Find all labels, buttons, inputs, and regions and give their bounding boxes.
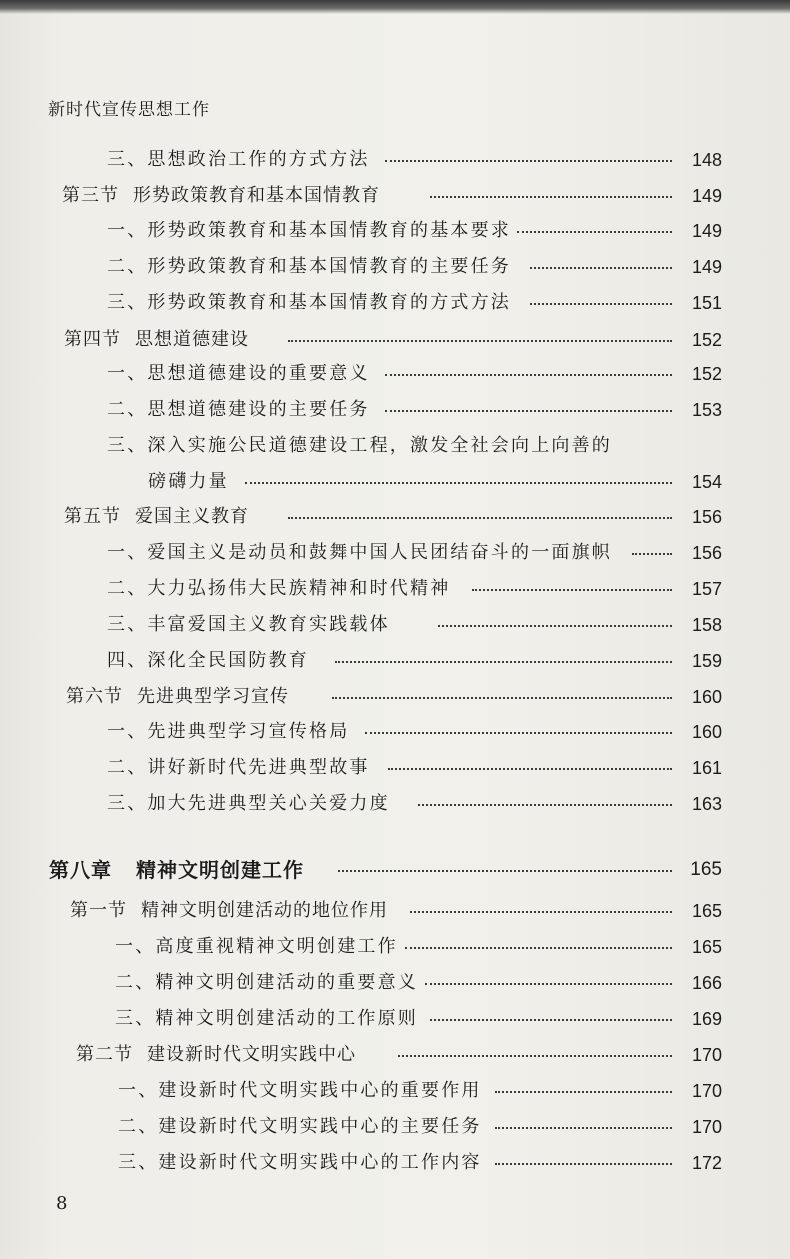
- dot-leader: [338, 870, 672, 872]
- section-label: 爱国主义教育: [135, 506, 249, 527]
- toc-label: 三、形势政策教育和基本国情教育的方式方法: [107, 292, 511, 313]
- toc-label: 一、思想道德建设的重要意义: [107, 363, 370, 384]
- dot-leader: [388, 768, 672, 770]
- toc-entry: [0, 572, 790, 606]
- toc-page: 170: [691, 1045, 722, 1065]
- dot-leader: [530, 267, 672, 269]
- dot-leader: [410, 911, 672, 913]
- toc-label: 一、先进典型学习宣传格局: [107, 721, 350, 742]
- section-prefix: 第六节: [66, 686, 123, 707]
- dot-leader: [495, 1127, 672, 1129]
- toc-entry: [0, 787, 790, 821]
- toc-page: 165: [690, 859, 722, 880]
- toc-page: 151: [691, 293, 722, 313]
- section-prefix: 第一节: [70, 900, 127, 921]
- toc-page: 170: [691, 1117, 722, 1137]
- dot-leader: [288, 517, 672, 519]
- toc-page: 166: [691, 973, 722, 993]
- dot-leader: [472, 589, 672, 591]
- toc-entry: [0, 286, 790, 320]
- toc-entry: [0, 1002, 790, 1036]
- toc-entry: [0, 393, 790, 427]
- toc-section-title: [62, 179, 380, 213]
- toc-page: 158: [691, 615, 722, 635]
- toc-page: 152: [691, 330, 722, 350]
- toc-entry: [0, 966, 790, 1000]
- dot-leader: [332, 697, 672, 699]
- dot-leader: [418, 804, 672, 806]
- dot-leader: [245, 482, 672, 484]
- toc-label: 二、建设新时代文明实践中心的主要任务: [118, 1116, 482, 1137]
- section-label: 精神文明创建活动的地位作用: [141, 900, 388, 921]
- toc-label: 二、精神文明创建活动的重要意义: [115, 972, 418, 993]
- toc-entry: [0, 1146, 790, 1180]
- chapter-prefix: 第八章: [49, 858, 112, 882]
- toc-entry: [0, 1074, 790, 1108]
- dot-leader: [425, 983, 672, 985]
- dot-leader: [288, 340, 672, 342]
- toc-section: [0, 323, 790, 357]
- toc-label: 四、深化全民国防教育: [107, 650, 309, 671]
- section-prefix: 第四节: [64, 329, 121, 350]
- section-label: 形势政策教育和基本国情教育: [133, 185, 380, 206]
- toc-label: 一、高度重视精神文明创建工作: [115, 936, 398, 957]
- toc-section: [0, 500, 790, 534]
- toc-entry-continuation: [0, 465, 790, 499]
- toc-entry: [0, 250, 790, 284]
- dot-leader: [385, 374, 672, 376]
- toc-section: [0, 894, 790, 928]
- toc-label: 一、形势政策教育和基本国情教育的基本要求: [107, 220, 511, 241]
- section-prefix: 第三节: [62, 185, 119, 206]
- toc-page: 160: [691, 687, 722, 707]
- toc-section: [0, 179, 790, 213]
- toc-label: 三、建设新时代文明实践中心的工作内容: [118, 1152, 482, 1173]
- toc-chapter-title: [49, 853, 304, 887]
- dot-leader: [495, 1163, 672, 1165]
- toc-page: 161: [691, 758, 722, 778]
- dot-leader: [632, 553, 672, 555]
- toc-section: [0, 1038, 790, 1072]
- toc-entry: [0, 429, 790, 463]
- dot-leader: [517, 231, 672, 233]
- toc-label: 一、爱国主义是动员和鼓舞中国人民团结奋斗的一面旗帜: [107, 542, 612, 563]
- toc-label: 二、大力弘扬伟大民族精神和时代精神: [107, 578, 451, 599]
- toc-entry: [0, 715, 790, 749]
- toc-page: 163: [691, 794, 722, 814]
- dot-leader: [438, 625, 672, 627]
- section-label: 思想道德建设: [135, 329, 249, 350]
- toc-page: 149: [691, 221, 722, 241]
- toc-entry: [0, 536, 790, 570]
- toc-label: 一、建设新时代文明实践中心的重要作用: [118, 1080, 482, 1101]
- toc-label: 二、思想道德建设的主要任务: [107, 399, 370, 420]
- toc-entry: [0, 930, 790, 964]
- section-label: 先进典型学习宣传: [137, 686, 289, 707]
- toc-page: 154: [691, 472, 722, 492]
- toc-label: 三、精神文明创建活动的工作原则: [115, 1008, 418, 1029]
- dot-leader: [430, 196, 672, 198]
- dot-leader: [495, 1091, 672, 1093]
- toc-section-title: [70, 894, 388, 928]
- toc-page: 165: [691, 901, 722, 921]
- toc-page: 152: [691, 364, 722, 384]
- toc-page: 149: [691, 186, 722, 206]
- page-top-shadow: [0, 0, 790, 14]
- toc-chapter: [0, 853, 790, 887]
- toc-page: 156: [691, 507, 722, 527]
- dot-leader: [405, 947, 672, 949]
- toc-label: 三、丰富爱国主义教育实践载体: [107, 614, 390, 635]
- toc-entry: [0, 1110, 790, 1144]
- toc-label: 二、讲好新时代先进典型故事: [107, 757, 370, 778]
- toc-label: 三、加大先进典型关心关爱力度: [107, 793, 390, 814]
- toc-page: 159: [691, 651, 722, 671]
- toc-page: 165: [691, 937, 722, 957]
- toc-entry: [0, 143, 790, 177]
- toc-entry: [0, 644, 790, 678]
- toc-section-title: [64, 323, 249, 357]
- toc-label: 三、思想政治工作的方式方法: [107, 149, 370, 170]
- dot-leader: [365, 732, 672, 734]
- toc-section-title: [64, 500, 249, 534]
- toc-page: 172: [691, 1153, 722, 1173]
- dot-leader: [385, 160, 672, 162]
- toc-label: 磅礴力量: [148, 471, 229, 492]
- toc-entry: [0, 214, 790, 248]
- toc-page: 157: [691, 579, 722, 599]
- toc-entry: [0, 608, 790, 642]
- toc-section: [0, 680, 790, 714]
- dot-leader: [385, 410, 672, 412]
- dot-leader: [530, 303, 672, 305]
- page-number: 8: [56, 1193, 68, 1214]
- section-prefix: 第二节: [76, 1044, 133, 1065]
- toc-section-title: [66, 680, 289, 714]
- chapter-label: 精神文明创建工作: [136, 858, 304, 882]
- toc-page: 170: [691, 1081, 722, 1101]
- running-header: 新时代宣传思想工作: [48, 100, 210, 120]
- dot-leader: [398, 1055, 672, 1057]
- toc-page: 148: [691, 150, 722, 170]
- toc-page: 169: [691, 1009, 722, 1029]
- toc-page: 156: [691, 543, 722, 563]
- toc-label: 二、形势政策教育和基本国情教育的主要任务: [107, 256, 511, 277]
- toc-page: 160: [691, 722, 722, 742]
- toc-entry: [0, 357, 790, 391]
- section-prefix: 第五节: [64, 506, 121, 527]
- toc-page: 153: [691, 400, 722, 420]
- dot-leader: [335, 661, 672, 663]
- dot-leader: [430, 1019, 672, 1021]
- toc-label: 三、深入实施公民道德建设工程，激发全社会向上向善的: [107, 435, 612, 456]
- toc-entry: [0, 751, 790, 785]
- toc-section-title: [76, 1038, 356, 1072]
- toc-page: 149: [691, 257, 722, 277]
- section-label: 建设新时代文明实践中心: [147, 1044, 356, 1065]
